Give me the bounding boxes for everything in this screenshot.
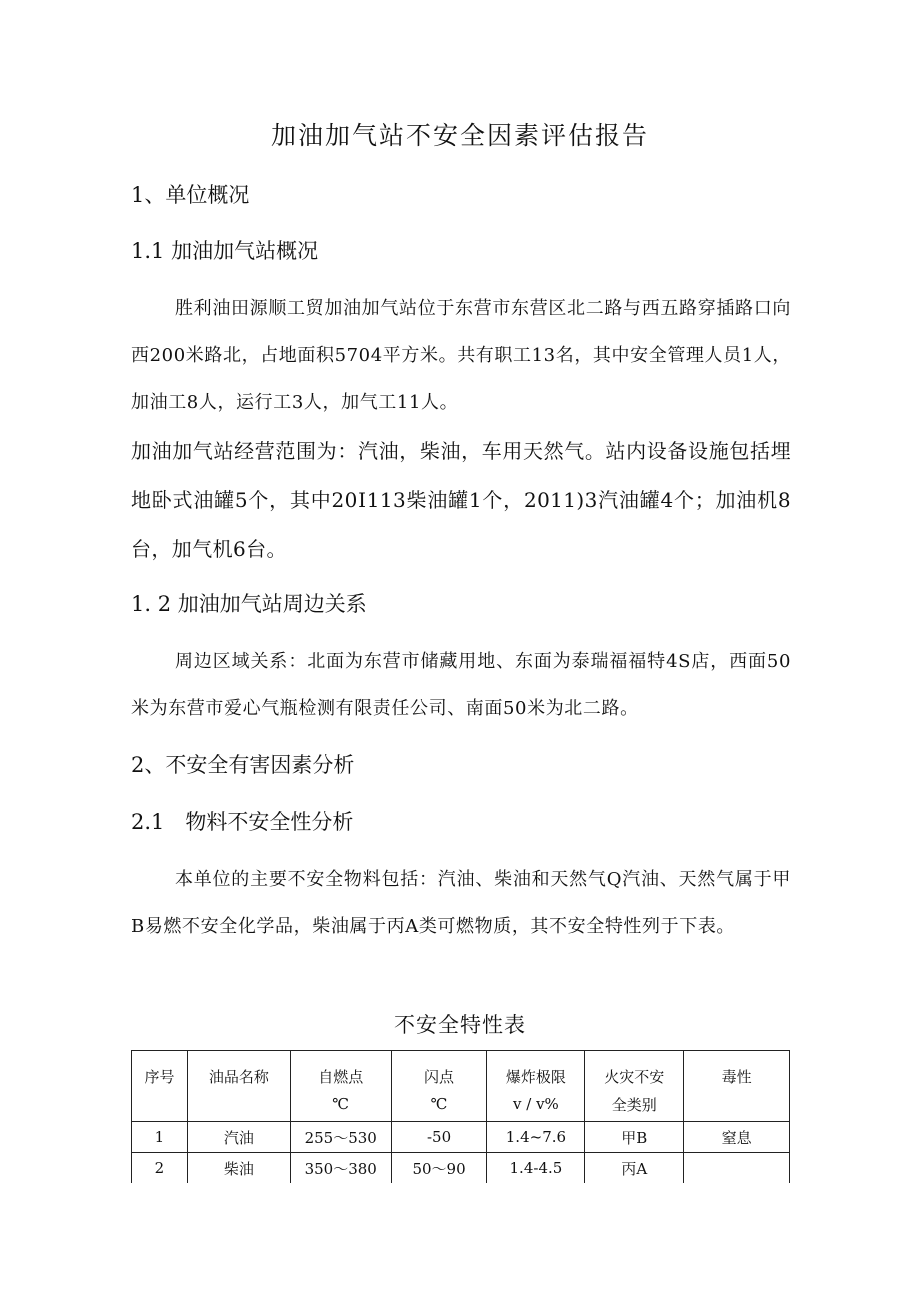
subheader-cell-unit-celsius: ℃ — [290, 1087, 391, 1122]
section-1-1-paragraph-2: 加油加气站经营范围为：汽油，柴油，车用天然气。站内设备设施包括埋地卧式油罐5个，其中20Ⅰ113柴油罐1个，2011)3汽油罐4个；加油机8台，加气机6台。 — [131, 439, 791, 561]
table-cell — [684, 1153, 790, 1184]
table-row — [132, 1153, 790, 1184]
header-cell-toxicity: 毒性 — [684, 1051, 790, 1088]
table-cell: 柴油 — [187, 1153, 290, 1184]
table-subheader-row — [132, 1087, 790, 1122]
section-1-2-heading: 1. 2 加油加气站周边关系 — [131, 592, 367, 616]
table-cell: 1.4~7.6 — [487, 1122, 585, 1153]
header-cell-autoignition: 自燃点 — [290, 1051, 391, 1088]
section-2-1-paragraph: 本单位的主要不安全物料包括：汽油、柴油和天然气Q汽油、天然气属于甲B易燃不安全化学品，柴油属于丙A类可燃物质，其不安全特性列于下表。 — [131, 869, 791, 937]
subheader-cell-unit-volume: v / v% — [487, 1087, 585, 1122]
header-cell-product: 油品名称 — [187, 1051, 290, 1088]
header-cell-index: 序号 — [132, 1051, 188, 1088]
header-cell-flash-point: 闪点 — [391, 1051, 487, 1088]
section-1-2-paragraph: 周边区域关系：北面为东营市储藏用地、东面为泰瑞福福特4S店，西面50米为东营市爱心气瓶检测有限责任公司、南面50米为北二路。 — [131, 651, 791, 719]
header-cell-explosion-limit: 爆炸极限 — [487, 1051, 585, 1088]
table-cell: 1 — [132, 1122, 188, 1153]
section-1-heading: 1、单位概况 — [131, 183, 250, 207]
subheader-cell-category: 全类别 — [585, 1087, 684, 1122]
table-cell: 甲B — [585, 1122, 684, 1153]
table-cell: 丙A — [585, 1153, 684, 1184]
table-header-row — [132, 1051, 790, 1088]
section-1-1-paragraph-1: 胜利油田源顺工贸加油加气站位于东营市东营区北二路与西五路穿插路口向西200米路北，占地面积5704平方米。共有职工13名，其中安全管理人员1人，加油工8人，运行工3人，加气工11人。 — [131, 298, 791, 413]
hazard-properties-table — [131, 1050, 790, 1183]
document-title: 加油加气站不安全因素评估报告 — [270, 121, 649, 150]
table-cell: 50～90 — [391, 1153, 487, 1184]
header-cell-fire-hazard: 火灾不安 — [585, 1051, 684, 1088]
table-cell: 255～530 — [290, 1122, 391, 1153]
table-cell: 2 — [132, 1153, 188, 1184]
subheader-cell — [684, 1087, 790, 1122]
section-1-1-heading: 1.1 加油加气站概况 — [131, 239, 319, 263]
subheader-cell-unit-celsius: ℃ — [391, 1087, 487, 1122]
subheader-cell — [187, 1087, 290, 1122]
table-cell: 350～380 — [290, 1153, 391, 1184]
table-caption: 不安全特性表 — [394, 1013, 526, 1037]
table-row — [132, 1122, 790, 1153]
subheader-cell — [132, 1087, 188, 1122]
section-2-1-heading: 2.1 物料不安全性分析 — [131, 810, 354, 834]
section-2-heading: 2、不安全有害因素分析 — [131, 753, 355, 777]
table-cell: 1.4-4.5 — [487, 1153, 585, 1184]
table-cell: 窒息 — [684, 1122, 790, 1153]
table-cell: 汽油 — [187, 1122, 290, 1153]
table-cell: -50 — [391, 1122, 487, 1153]
